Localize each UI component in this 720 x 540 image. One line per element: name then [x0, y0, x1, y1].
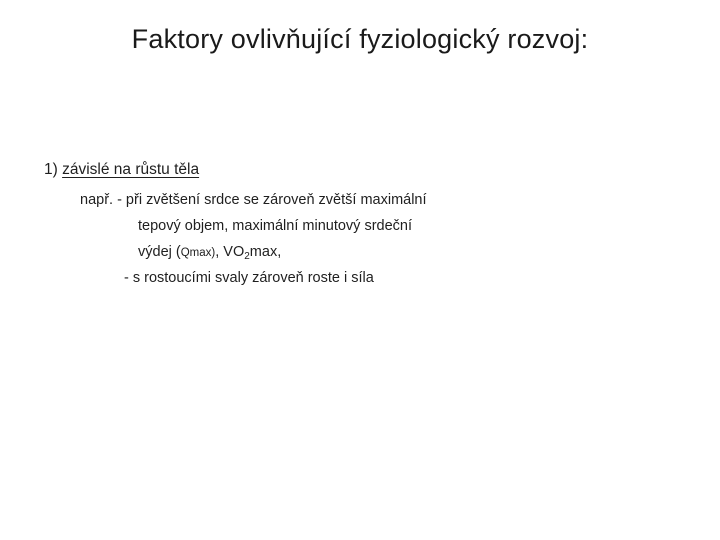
point-1-number: 1) — [44, 161, 63, 178]
qmax-text: Qmax) — [180, 247, 216, 259]
example-line-3-suffix: max, — [249, 244, 282, 260]
example-line-2: tepový objem, maximální minutový srdeční — [138, 218, 412, 234]
vo-subscript: 2 — [244, 251, 250, 262]
example-line-1: např. - při zvětšení srdce se zároveň zvětší maximální — [80, 192, 427, 208]
example-line-4: - s rostoucími svaly zároveň roste i síla — [124, 270, 374, 286]
vo-text: , VO — [215, 244, 245, 260]
point-1 — [44, 161, 199, 179]
point-1-heading: závislé na růstu těla — [62, 161, 200, 178]
example-line-3-prefix: výdej ( — [138, 244, 181, 260]
example-line-3 — [138, 244, 281, 260]
slide-title: Faktory ovlivňující fyziologický rozvoj: — [131, 24, 589, 54]
